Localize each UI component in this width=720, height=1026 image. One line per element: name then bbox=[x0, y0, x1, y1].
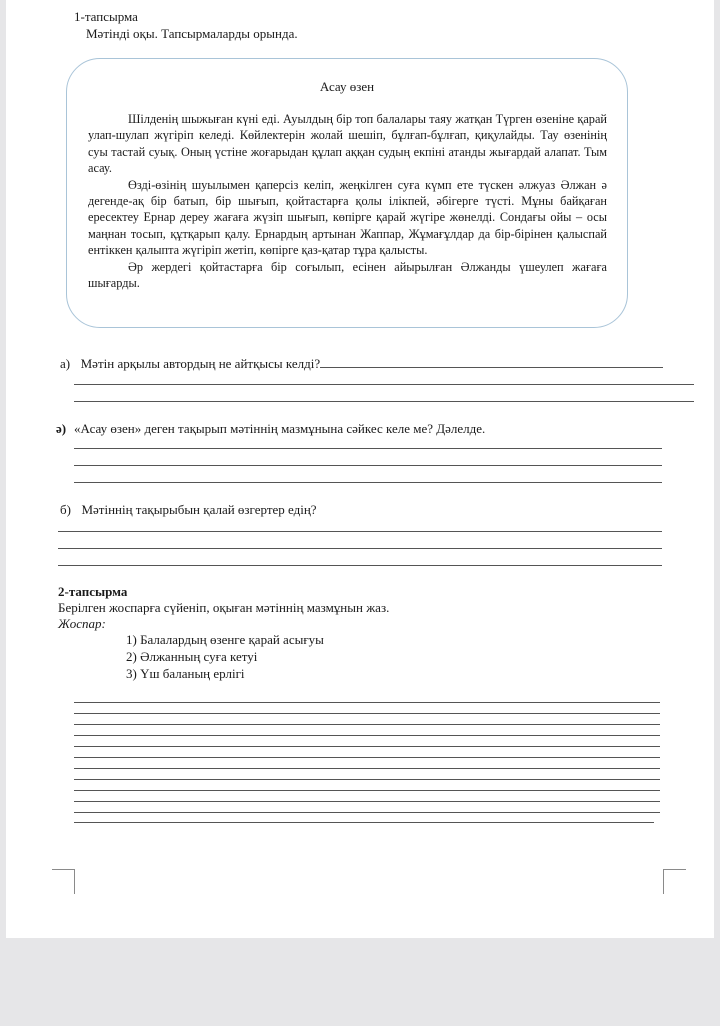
story-paragraph: Шілденің шыжыған күні еді. Ауылдың бір топ балалары таяу жатқан Түрген өзеніне қарай улап-шулап жүгіріп келеді. Көйлектерін жолай шешіп, бұлғап-бұлғап, қиқулайды. Тау өзенінің суы тастай суық. Оның үстіне жоғарыдан құлап аққан судың екпіні атанды жығардай алапат. Тым асау. bbox=[88, 112, 607, 176]
answer-line[interactable] bbox=[74, 801, 660, 802]
task2-instruction: Берілген жоспарға сүйеніп, оқыған мәтіннің мазмұнын жаз. bbox=[58, 600, 390, 615]
task1-title: 1-тапсырма bbox=[74, 9, 138, 24]
plan-item: 2) Әлжанның суға кетуі bbox=[126, 649, 258, 664]
question-b-text: Мәтіннің тақырыбын қалай өзгертер едің? bbox=[81, 502, 317, 517]
question-ae-label: ә) bbox=[56, 421, 67, 436]
answer-line[interactable] bbox=[58, 531, 662, 532]
story-title: Асау өзен bbox=[319, 79, 375, 94]
answer-line[interactable] bbox=[58, 548, 662, 549]
story-paragraph: Өзді-өзінің шуылымен қаперсіз келіп, жеңкілген суға күмп ете түскен әлжуаз Әлжан ә дегенде-ақ бір батып, бір шығып, қойтастарға қолы ілікпей, әбігерге түсті. Мұны байқаған ересектеу Ернар дереу жағаға жүзіп шығып, көпірге қарай жүгіре жөнелді. Сондағы ойы – осы маңнан тосып, құтқарып қалу. Ернардың артынан Жаппар, Жұмағұлдар да бір-бірінен қалыспай ентіккен қалыпта жүгіріп жетіп, көпірге қаз-қатар тұра қалысты. bbox=[88, 177, 607, 258]
answer-line[interactable] bbox=[74, 724, 660, 725]
story-text bbox=[88, 111, 607, 291]
answer-line[interactable] bbox=[74, 822, 654, 823]
story-paragraph: Әр жердегі қойтастарға бір соғылып, есінен айырылған Әлжанды үшеулеп жағаға шығарды. bbox=[88, 259, 607, 291]
answer-line[interactable] bbox=[74, 779, 660, 780]
answer-line[interactable] bbox=[74, 713, 660, 714]
plan-item: 3) Үш баланың ерлігі bbox=[126, 666, 245, 681]
document-page bbox=[6, 0, 714, 938]
answer-line[interactable] bbox=[74, 482, 662, 483]
plan-label: Жоспар: bbox=[58, 616, 106, 631]
answer-line[interactable] bbox=[58, 565, 662, 566]
answer-line[interactable] bbox=[74, 735, 660, 736]
question-b-label: б) bbox=[60, 502, 71, 517]
answer-line[interactable] bbox=[74, 812, 660, 813]
answer-line[interactable] bbox=[74, 746, 660, 747]
story-box bbox=[66, 58, 628, 328]
answer-line[interactable] bbox=[74, 448, 662, 449]
answer-line[interactable] bbox=[74, 702, 660, 703]
task2-title: 2-тапсырма bbox=[58, 584, 128, 599]
question-ae-text: «Асау өзен» деген тақырып мәтіннің мазмұнына сәйкес келе ме? Дәлелде. bbox=[74, 421, 486, 436]
question-a bbox=[60, 356, 663, 372]
plan-list bbox=[126, 631, 324, 682]
answer-line[interactable] bbox=[74, 757, 660, 758]
question-a-label: а) bbox=[60, 356, 71, 371]
question-a-text: Мәтін арқылы автордың не айтқысы келді? bbox=[80, 356, 321, 371]
answer-line[interactable] bbox=[74, 768, 660, 769]
question-b bbox=[60, 502, 317, 518]
page-corner-mark bbox=[52, 869, 75, 894]
answer-line[interactable] bbox=[74, 465, 662, 466]
task1-instruction: Мәтінді оқы. Тапсырмаларды орында. bbox=[86, 26, 298, 41]
answer-line[interactable] bbox=[74, 790, 660, 791]
plan-item: 1) Балалардың өзенге қарай асығуы bbox=[126, 632, 324, 647]
page-corner-mark bbox=[663, 869, 686, 894]
answer-line[interactable] bbox=[320, 366, 663, 368]
answer-line[interactable] bbox=[74, 401, 694, 402]
answer-line[interactable] bbox=[74, 384, 694, 385]
